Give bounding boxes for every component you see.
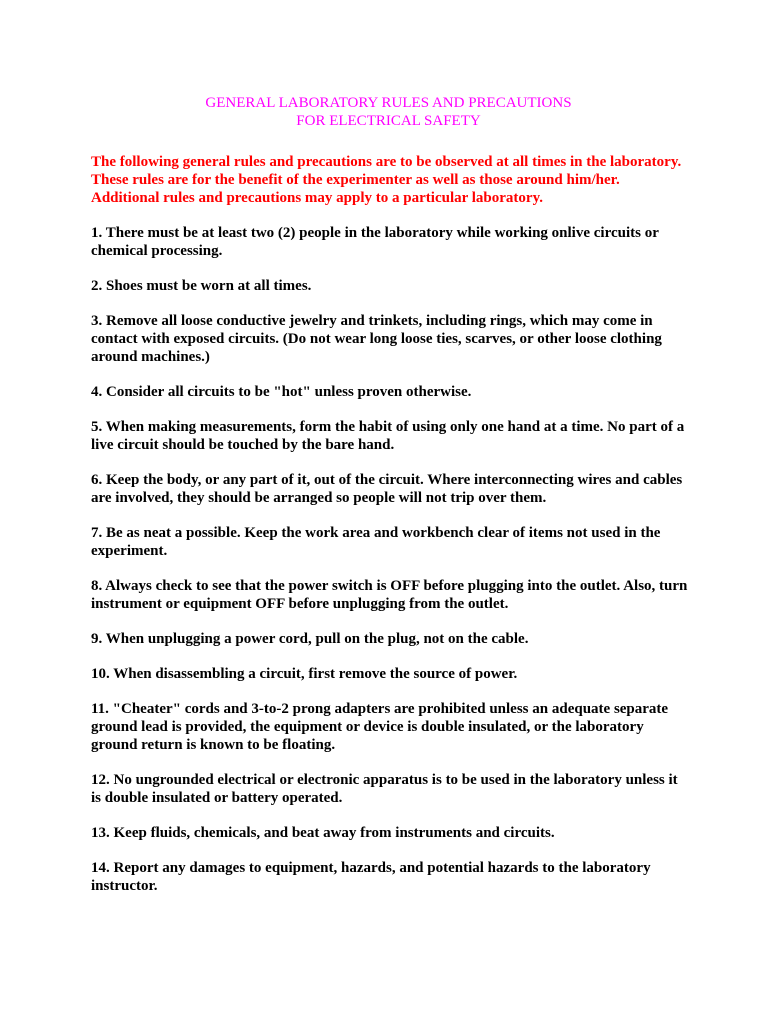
- rule-13: 13. Keep fluids, chemicals, and beat away from instruments and circuits.: [91, 825, 555, 841]
- document-title: [91, 94, 688, 130]
- rule-10: 10. When disassembling a circuit, first remove the source of power.: [91, 666, 518, 682]
- rule-6: 6. Keep the body, or any part of it, out of the circuit. Where interconnecting wires and cables are involved, they should be arranged so people will not trip over them.: [91, 472, 683, 506]
- intro-paragraph: The following general rules and precautions are to be observed at all times in the laboratory. These rules are for the benefit of the experimenter as well as those around him/her. Additional rules and precautions may apply to a particular laboratory.: [91, 154, 682, 206]
- rule-5: 5. When making measurements, form the habit of using only one hand at a time. No part of a live circuit should be touched by the bare hand.: [91, 419, 685, 453]
- rule-7: 7. Be as neat a possible. Keep the work area and workbench clear of items not used in the experiment.: [91, 525, 661, 559]
- rule-4: 4. Consider all circuits to be "hot" unless proven otherwise.: [91, 384, 472, 400]
- rule-3: 3. Remove all loose conductive jewelry and trinkets, including rings, which may come in contact with exposed circuits. (Do not wear long loose ties, scarves, or other loose clothing around machines.): [91, 313, 662, 365]
- title-line-2: FOR ELECTRICAL SAFETY: [296, 113, 481, 129]
- title-line-1: GENERAL LABORATORY RULES AND PRECAUTIONS: [205, 95, 572, 111]
- rule-1: 1. There must be at least two (2) people in the laboratory while working onlive circuits or chemical processing.: [91, 225, 659, 259]
- rule-9: 9. When unplugging a power cord, pull on the plug, not on the cable.: [91, 631, 529, 647]
- rule-8: 8. Always check to see that the power switch is OFF before plugging into the outlet. Also, turn instrument or equipment OFF before unplugging from the outlet.: [91, 578, 688, 612]
- rule-11: 11. "Cheater" cords and 3-to-2 prong adapters are prohibited unless an adequate separate ground lead is provided, the equipment or device is double insulated, or the laboratory ground return is known to be floating.: [91, 701, 669, 753]
- rule-14: 14. Report any damages to equipment, hazards, and potential hazards to the laboratory instructor.: [91, 860, 651, 894]
- rules-list: [91, 224, 688, 895]
- rule-12: 12. No ungrounded electrical or electronic apparatus is to be used in the laboratory unless it is double insulated or battery operated.: [91, 772, 678, 806]
- rule-2: 2. Shoes must be worn at all times.: [91, 278, 312, 294]
